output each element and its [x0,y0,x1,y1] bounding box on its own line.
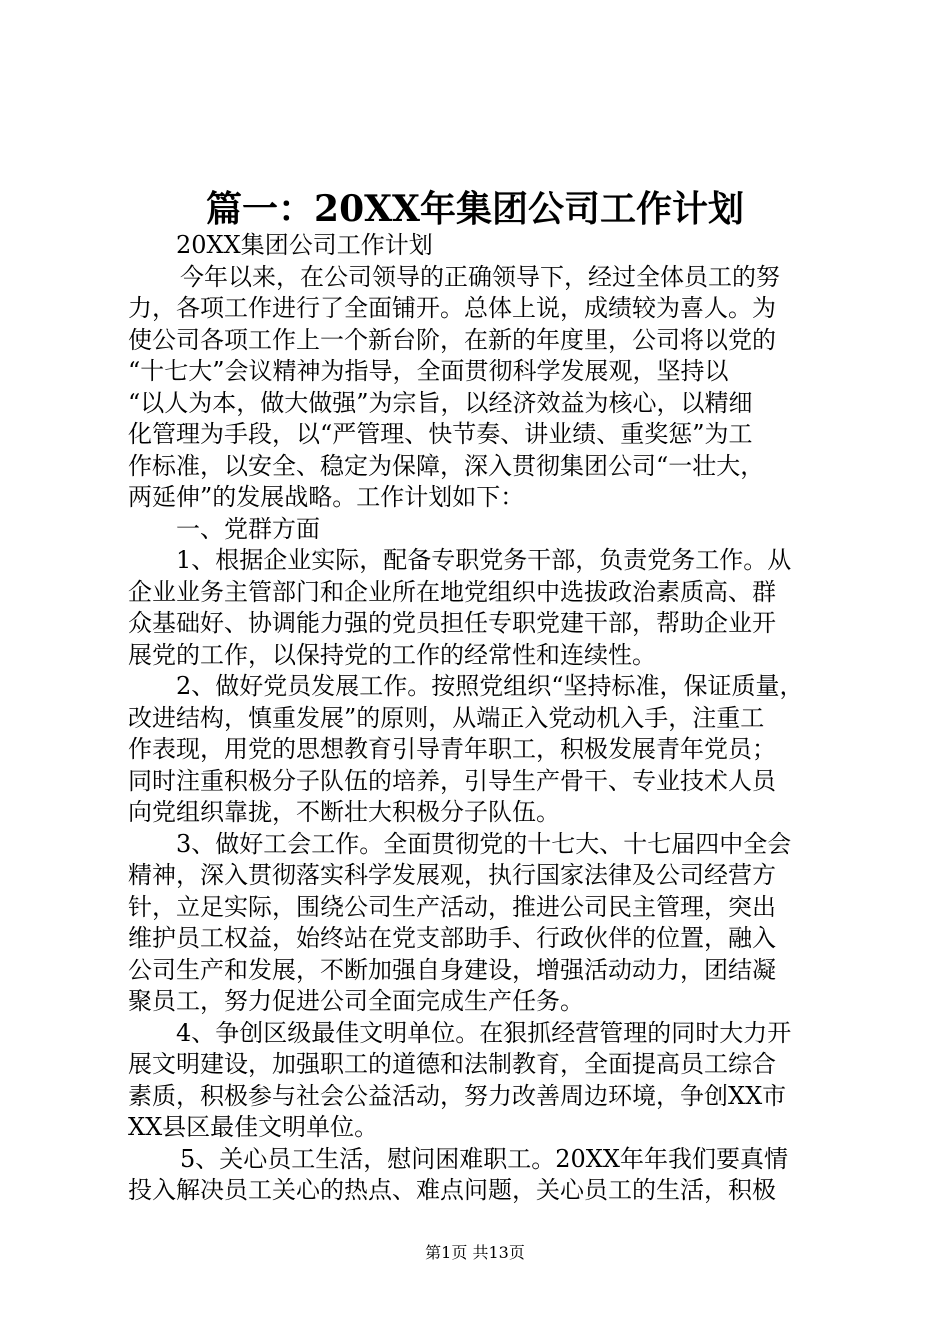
body-line: “以人为本，做大做强”为宗旨，以经济效益为核心，以精细 [128,388,753,417]
body-line: 2、做好党员发展工作。按照党组织“坚持标准，保证质量， [176,672,804,700]
body-line: 20XX集团公司工作计划 [176,231,433,259]
body-line: 4、争创区级最佳文明单位。在狠抓经营管理的同时大力开 [176,1018,792,1047]
body-line: 一、党群方面 [176,514,320,543]
body-line: 3、做好工会工作。全面贯彻党的十七大、十七届四中全会 [176,829,792,858]
body-line: 展党的工作，以保持党的工作的经常性和连续性。 [128,640,656,669]
body-line: 同时注重积极分子队伍的培养，引导生产骨干、专业技术人员 [128,766,776,795]
page-footer [0,1242,950,1264]
body-line: 力，各项工作进行了全面铺开。总体上说，成绩较为喜人。为 [128,294,776,322]
body-line: 向党组织靠拢，不断壮大积极分子队伍。 [128,798,560,826]
body-line: 作表现，用党的思想教育引导青年职工，积极发展青年党员； [128,735,776,763]
body-line: 化管理为手段，以“严管理、快节奏、讲业绩、重奖惩”为工 [128,420,753,448]
body-line: 两延伸”的发展战略。工作计划如下： [128,483,525,511]
body-line: XX县区最佳文明单位。 [128,1113,379,1141]
document-body [128,230,828,1207]
body-line: 5、关心员工生活，慰问困难职工。20XX年年我们要真情 [180,1144,788,1173]
body-line: 素质，积极参与社会公益活动，努力改善周边环境，争创XX市 [128,1081,787,1110]
body-line: 精神，深入贯彻落实科学发展观，执行国家法律及公司经营方 [128,861,776,889]
body-line: 改进结构，慎重发展”的原则，从端正入党动机入手，注重工 [128,703,765,732]
body-line: 聚员工，努力促进公司全面完成生产任务。 [128,987,584,1015]
body-line: “十七大”会议精神为指导，全面贯彻科学发展观，坚持以 [128,357,729,385]
document-title: 篇一：20XX年集团公司工作计划 [206,188,744,230]
body-line: 使公司各项工作上一个新台阶，在新的年度里，公司将以党的 [128,325,776,354]
body-line: 展文明建设，加强职工的道德和法制教育，全面提高员工综合 [128,1050,776,1078]
body-line: 针，立足实际，围绕公司生产活动，推进公司民主管理，突出 [128,892,776,921]
body-line: 众基础好、协调能力强的党员担任专职党建干部，帮助企业开 [128,609,776,637]
body-line: 1、根据企业实际，配备专职党务干部，负责党务工作。从 [176,546,792,574]
page-total: 共13页 [472,1243,525,1262]
body-line: 维护员工权益，始终站在党支部助手、行政伙伴的位置，融入 [128,924,776,952]
body-line: 投入解决员工关心的热点、难点问题，关心员工的生活，积极 [128,1176,776,1204]
body-line: 公司生产和发展，不断加强自身建设，增强活动动力，团结凝 [128,955,776,984]
body-line: 作标准，以安全、稳定为保障，深入贯彻集团公司“一壮大， [128,451,765,480]
body-line: 今年以来，在公司领导的正确领导下，经过全体员工的努 [180,262,780,291]
page-number: 第1页 [425,1243,468,1262]
body-line: 企业业务主管部门和企业所在地党组织中选拔政治素质高、群 [128,577,776,606]
